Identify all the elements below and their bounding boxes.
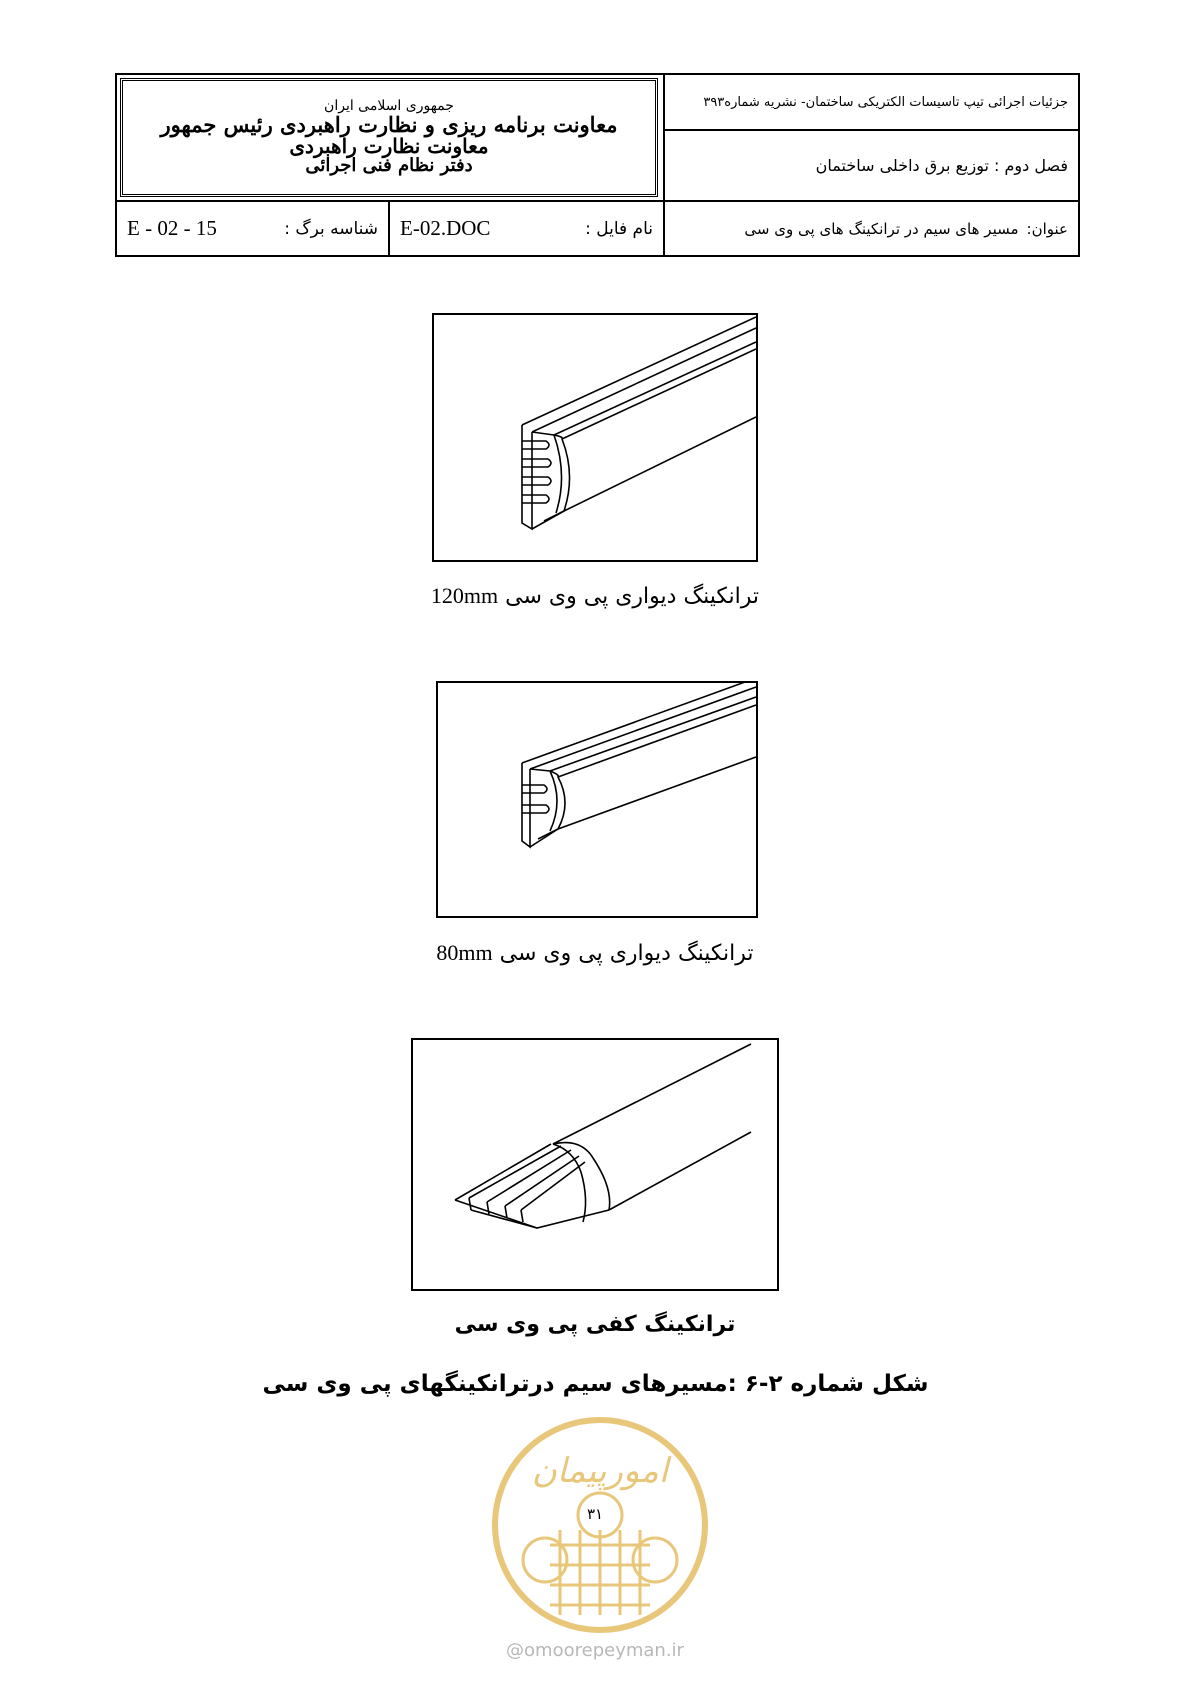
org-line-1: جمهوری اسلامی ایران xyxy=(324,98,454,115)
figure-floor-trunking xyxy=(411,1038,779,1291)
omoorepeyman-logo xyxy=(480,1410,720,1640)
file-value: E-02.DOC xyxy=(400,216,491,240)
file-label: نام فایل : xyxy=(585,218,653,239)
org-line-4: دفتر نظام فنی اجرائی xyxy=(305,154,473,176)
figure-3-caption-text: ترانکینگ کفی پی وی سی xyxy=(454,1312,736,1337)
figure-2-caption-size: 80mm xyxy=(436,940,493,965)
figure-wall-trunking-80 xyxy=(436,681,758,918)
logo-text: امورپیمان xyxy=(531,1451,669,1491)
floor-trunking-drawing xyxy=(413,1040,777,1289)
wall-trunking-120-drawing xyxy=(434,315,756,560)
title-label: عنوان: xyxy=(1026,219,1068,238)
figure-wall-trunking-120 xyxy=(432,313,758,562)
sheet-id-cell xyxy=(117,202,388,255)
page-number: ۳۱ xyxy=(586,1505,604,1523)
sheet-value: E - 02 - 15 xyxy=(127,216,217,240)
figure-2-caption-text: ترانکینگ دیواری پی وی سی xyxy=(499,941,754,966)
publication-title: جزئیات اجرائی تیپ تاسیسات الکتریکی ساختمان- نشریه شماره۳۹۳ xyxy=(703,94,1068,110)
figure-group-caption: شکل شماره ۲-۶ :مسیرهای سیم درترانکینگهای پی وی سی xyxy=(262,1371,929,1397)
figure-2-caption xyxy=(295,940,895,966)
file-name-cell xyxy=(390,202,663,255)
org-line-3: معاونت نظارت راهبردی xyxy=(289,133,489,158)
figure-3-caption xyxy=(295,1312,895,1337)
org-line-2: معاونت برنامه ریزی و نظارت راهبردی رئیس جمهور xyxy=(160,111,618,137)
figure-1-caption-text: ترانکینگ دیواری پی وی سی xyxy=(505,584,760,609)
figure-1-caption xyxy=(295,583,895,609)
organization-block xyxy=(120,78,658,197)
header-table xyxy=(115,73,1080,257)
figure-1-caption-size: 120mm xyxy=(430,583,499,608)
title-value: مسیر های سیم در ترانکینگ های پی وی سی xyxy=(744,219,1019,238)
document-title xyxy=(665,202,1078,255)
watermark-url: @omoorepeyman.ir xyxy=(506,1640,684,1661)
sheet-label: شناسه برگ : xyxy=(284,218,378,239)
wall-trunking-80-drawing xyxy=(438,683,756,916)
chapter-title: فصل دوم : توزیع برق داخلی ساختمان xyxy=(815,156,1068,175)
